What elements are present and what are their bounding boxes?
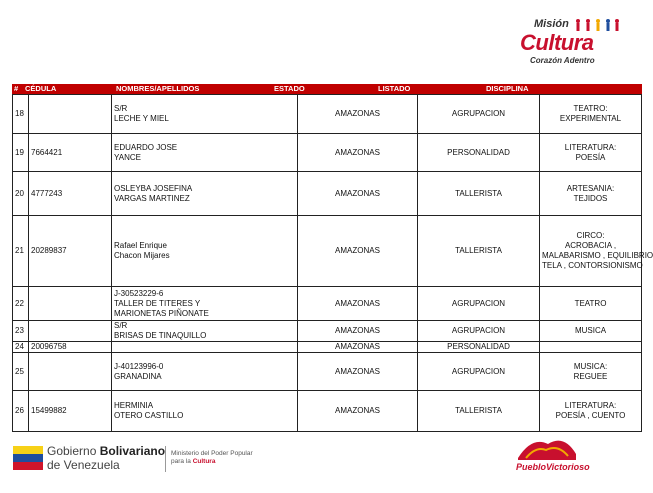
logo-divider <box>165 446 166 472</box>
row-disciplina: ARTESANIA: TEJIDOS <box>540 172 642 216</box>
row-disciplina: TEATRO: EXPERIMENTAL <box>540 95 642 134</box>
row-name: HERMINIA OTERO CASTILLO <box>112 391 298 432</box>
table-row <box>13 391 642 432</box>
row-num: 22 <box>13 287 29 321</box>
ministerio-line1: Ministerio del Poder Popular <box>171 450 253 457</box>
row-listado: TALLERISTA <box>418 391 540 432</box>
row-disciplina: TEATRO <box>540 287 642 321</box>
gob-line2: de Venezuela <box>47 458 120 472</box>
logo-cultura-text: Cultura <box>520 30 594 55</box>
table-row <box>13 321 642 342</box>
row-disciplina: LITERATURA: POESÍA <box>540 134 642 172</box>
row-disciplina: CIRCO: ACROBACIA , MALABARISMO , EQUILIBRIO TELA , CONTORSIONISMO <box>540 216 642 287</box>
row-listado: AGRUPACION <box>418 353 540 391</box>
row-disciplina: LITERATURA: POESÍA , CUENTO <box>540 391 642 432</box>
row-num: 26 <box>13 391 29 432</box>
row-listado: PERSONALIDAD <box>418 134 540 172</box>
row-cedula <box>29 287 112 321</box>
table-row <box>13 353 642 391</box>
row-name: Rafael Enrique Chacon Mijares <box>112 216 298 287</box>
row-estado: AMAZONAS <box>298 391 418 432</box>
row-disciplina: MUSICA <box>540 321 642 342</box>
row-num: 20 <box>13 172 29 216</box>
table-row <box>13 342 642 353</box>
header-disciplina: DISCIPLINA <box>486 84 529 93</box>
row-name: S/R BRISAS DE TINAQUILLO <box>112 321 298 342</box>
pueblo-victorioso-text: PuebloVictorioso <box>516 462 590 472</box>
row-cedula <box>29 95 112 134</box>
row-cedula <box>29 353 112 391</box>
row-name: OSLEYBA JOSEFINA VARGAS MARTINEZ <box>112 172 298 216</box>
table-row <box>13 134 642 172</box>
row-disciplina <box>540 342 642 353</box>
registry-table <box>12 94 653 432</box>
row-num: 23 <box>13 321 29 342</box>
row-listado: PERSONALIDAD <box>418 342 540 353</box>
row-cedula <box>29 321 112 342</box>
pueblo-emblem-icon <box>512 432 582 464</box>
row-name: S/R LECHE Y MIEL <box>112 95 298 134</box>
mision-cultura-logo <box>514 18 632 70</box>
row-estado: AMAZONAS <box>298 216 418 287</box>
row-name <box>112 342 298 353</box>
table-header <box>12 84 642 94</box>
header-nombres: NOMBRES/APELLIDOS <box>116 84 200 93</box>
row-listado: AGRUPACION <box>418 321 540 342</box>
header-estado: ESTADO <box>274 84 305 93</box>
table-row <box>13 95 642 134</box>
row-estado: AMAZONAS <box>298 95 418 134</box>
row-estado: AMAZONAS <box>298 287 418 321</box>
pueblo-victorioso-logo <box>512 432 590 476</box>
row-cedula: 7664421 <box>29 134 112 172</box>
table-row <box>13 172 642 216</box>
header-cedula: CÉDULA <box>25 84 57 93</box>
row-cedula: 4777243 <box>29 172 112 216</box>
row-estado: AMAZONAS <box>298 353 418 391</box>
header-listado: LISTADO <box>378 84 411 93</box>
row-num: 24 <box>13 342 29 353</box>
row-name: J-30523229-6 TALLER DE TITERES Y MARIONETAS PIÑONATE <box>112 287 298 321</box>
row-listado: TALLERISTA <box>418 172 540 216</box>
row-cedula: 20096758 <box>29 342 112 353</box>
gob-line1: Gobierno Bolivariano <box>47 444 166 458</box>
table-row <box>13 287 642 321</box>
row-listado: AGRUPACION <box>418 287 540 321</box>
header-num: # <box>14 84 19 93</box>
row-disciplina: MUSICA: REGUEE <box>540 353 642 391</box>
row-num: 21 <box>13 216 29 287</box>
row-name: J-40123996-0 GRANADINA <box>112 353 298 391</box>
row-cedula: 15499882 <box>29 391 112 432</box>
table-row <box>13 216 642 287</box>
logo-mision-text: Misión <box>534 18 569 30</box>
row-estado: AMAZONAS <box>298 172 418 216</box>
row-num: 19 <box>13 134 29 172</box>
row-listado: TALLERISTA <box>418 216 540 287</box>
row-listado: AGRUPACION <box>418 95 540 134</box>
row-name: EDUARDO JOSE YANCE <box>112 134 298 172</box>
row-num: 25 <box>13 353 29 391</box>
row-cedula: 20289837 <box>29 216 112 287</box>
row-num: 18 <box>13 95 29 134</box>
ministerio-line2: para la Cultura <box>171 458 216 465</box>
gobierno-bolivariano-logo <box>13 444 253 474</box>
row-estado: AMAZONAS <box>298 342 418 353</box>
row-estado: AMAZONAS <box>298 321 418 342</box>
venezuela-flag-icon <box>13 446 43 470</box>
logo-corazon-text: Corazón Adentro <box>530 56 595 65</box>
row-estado: AMAZONAS <box>298 134 418 172</box>
